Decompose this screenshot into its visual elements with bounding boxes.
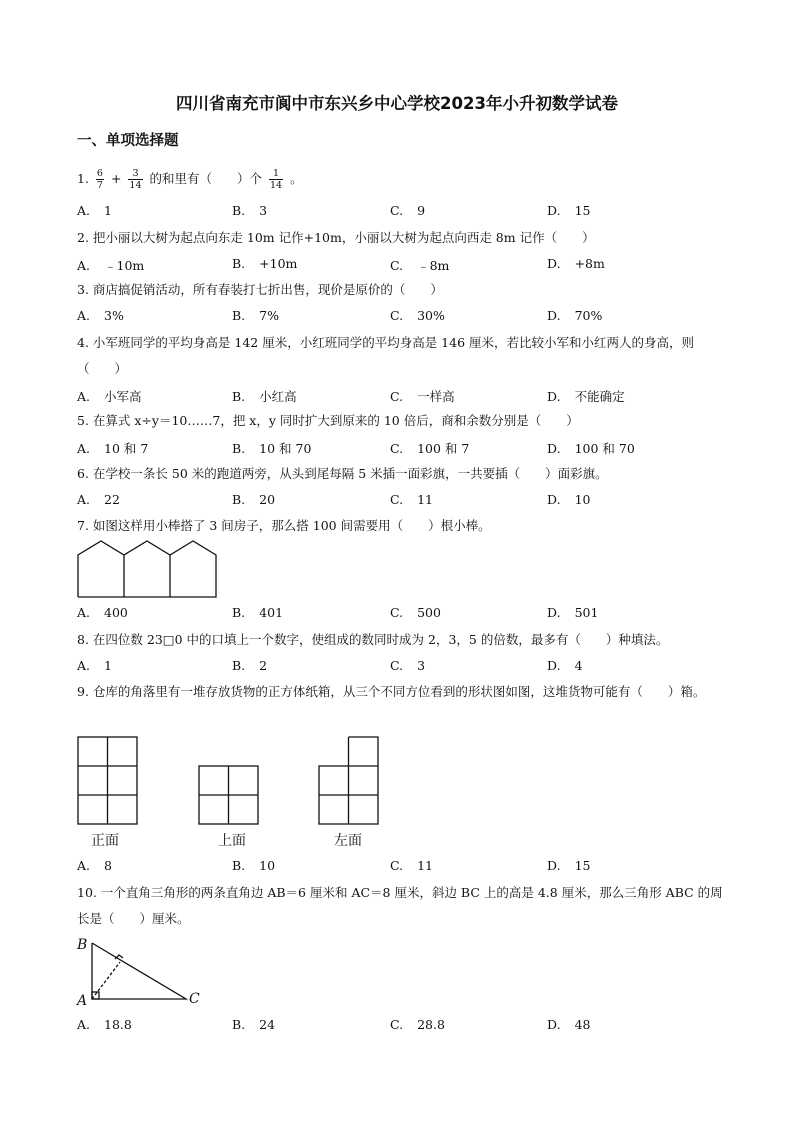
top-view-grid xyxy=(198,765,260,826)
option-letter: D. xyxy=(547,441,561,456)
option-letter: C. xyxy=(390,389,404,404)
options-q8 xyxy=(77,658,727,678)
options-q5 xyxy=(77,439,727,459)
question-10: 10. 一个直角三角形的两条直角边 AB＝6 厘米和 AC＝8 厘米，斜边 BC 上的高是 4.8 厘米，那么三角形 ABC 的周长是（ ）厘米。 xyxy=(77,885,723,926)
option-letter: B. xyxy=(232,389,246,404)
option-text: +10m xyxy=(259,256,298,271)
option-text: ﹣8m xyxy=(417,258,450,273)
option-text: 1 xyxy=(104,658,112,673)
option-c xyxy=(390,256,449,274)
option-letter: A. xyxy=(77,605,91,620)
options-q6 xyxy=(77,492,727,512)
option-letter: B. xyxy=(232,858,246,873)
option-letter: B. xyxy=(232,308,246,323)
option-letter: B. xyxy=(232,605,246,620)
option-letter: A. xyxy=(77,858,91,873)
exam-title: 四川省南充市阆中市东兴乡中心学校2023年小升初数学试卷 xyxy=(176,94,618,113)
front-view-figure xyxy=(77,736,139,826)
label-C: C xyxy=(189,991,200,1007)
option-letter: B. xyxy=(232,203,246,218)
option-text: 一样高 xyxy=(417,389,455,404)
option-d xyxy=(547,1017,590,1032)
option-letter: D. xyxy=(547,658,561,673)
label-B: B xyxy=(77,937,88,953)
option-letter: C. xyxy=(390,203,404,218)
option-d xyxy=(547,256,605,271)
option-c xyxy=(390,1017,445,1032)
option-letter: D. xyxy=(547,605,561,620)
option-b xyxy=(232,439,311,457)
option-text: 400 xyxy=(104,605,128,620)
option-d xyxy=(547,387,625,405)
option-letter: B. xyxy=(232,256,246,271)
view-caption-top: 上面 xyxy=(218,833,246,849)
option-a xyxy=(77,858,112,873)
option-letter: D. xyxy=(547,203,561,218)
option-letter: A. xyxy=(77,1017,91,1032)
option-text: +8m xyxy=(574,256,605,271)
option-letter: A. xyxy=(77,389,91,404)
left-view-figure xyxy=(318,736,380,826)
question-2: 2. 把小丽以大树为起点向东走 10m 记作+10m，小丽以大树为起点向西走 8m 记作（ ） xyxy=(77,230,595,245)
option-letter: A. xyxy=(77,658,91,673)
option-letter: C. xyxy=(390,258,404,273)
option-b xyxy=(232,203,267,218)
option-text: 小军高 xyxy=(104,389,142,404)
fraction-6-7: $\frac{6}{7}$ xyxy=(96,168,103,191)
option-text: 小红高 xyxy=(259,389,297,404)
fraction-3-14: $\frac{3}{14}$ xyxy=(129,168,142,191)
top-view-figure xyxy=(198,765,260,826)
option-text: 2 xyxy=(259,658,268,673)
option-c xyxy=(390,203,425,218)
option-b xyxy=(232,858,275,873)
option-text: 3 xyxy=(259,203,268,218)
option-a xyxy=(77,658,112,673)
option-text: 15 xyxy=(574,858,591,873)
option-text: 10 xyxy=(574,492,591,507)
right-triangle-diagram xyxy=(74,935,209,1010)
option-letter: A. xyxy=(77,258,91,273)
option-text: 11 xyxy=(417,858,433,873)
option-letter: B. xyxy=(232,658,246,673)
fraction-1-14: $\frac{1}{14}$ xyxy=(270,168,283,191)
view-caption-front: 正面 xyxy=(91,833,119,849)
option-text: 11 xyxy=(417,492,433,507)
option-letter: C. xyxy=(390,308,404,323)
option-b xyxy=(232,1017,275,1032)
option-c xyxy=(390,858,433,873)
option-d xyxy=(547,203,590,218)
option-text: 501 xyxy=(574,605,599,620)
option-letter: C. xyxy=(390,605,404,620)
option-letter: A. xyxy=(77,308,91,323)
option-b xyxy=(232,492,275,507)
question-3: 3. 商店搞促销活动，所有春装打七折出售，现价是原价的（ ） xyxy=(77,282,443,297)
option-text: 100 和 70 xyxy=(574,441,635,456)
option-d xyxy=(547,605,598,620)
option-letter: A. xyxy=(77,492,91,507)
option-text: 48 xyxy=(574,1017,591,1032)
options-q7 xyxy=(77,605,727,625)
option-text: 10 和 70 xyxy=(259,441,312,456)
option-letter: D. xyxy=(547,256,561,271)
triangle-figure xyxy=(74,935,209,1010)
question-4: 4. 小军班同学的平均身高是 142 厘米，小红班同学的平均身高是 146 厘米，若比较小军和小红两人的身高，则（ ） xyxy=(77,335,695,376)
option-a xyxy=(77,203,112,218)
left-view-grid xyxy=(318,736,380,826)
option-text: 4 xyxy=(574,658,583,673)
option-letter: D. xyxy=(547,389,561,404)
option-d xyxy=(547,308,602,323)
option-d xyxy=(547,492,590,507)
question-1: 1. $\frac{6}{7}$ + $\frac{3}{14}$ 的和里有（ ）个 $\frac{1}{14}$ 。 xyxy=(77,168,303,191)
option-c xyxy=(390,658,425,673)
option-d xyxy=(547,858,590,873)
option-d xyxy=(547,658,583,673)
option-text: 10 和 7 xyxy=(104,441,149,456)
option-a xyxy=(77,387,142,405)
option-letter: C. xyxy=(390,492,404,507)
option-text: 20 xyxy=(259,492,276,507)
question-8: 8. 在四位数 23□0 中的口填上一个数字，使组成的数同时成为 2，3，5 的倍数，最多有（ ）种填法。 xyxy=(77,632,669,647)
option-text: 15 xyxy=(574,203,591,218)
option-letter: C. xyxy=(390,441,404,456)
option-letter: A. xyxy=(77,203,91,218)
option-text: 500 xyxy=(417,605,441,620)
option-c xyxy=(390,439,469,457)
option-text: 22 xyxy=(104,492,120,507)
option-text: 24 xyxy=(259,1017,276,1032)
option-text: 1 xyxy=(104,203,112,218)
option-letter: D. xyxy=(547,492,561,507)
question-9: 9. 仓库的角落里有一堆存放货物的正方体纸箱，从三个不同方位看到的形状图如图，这堆货物可能有（ ）箱。 xyxy=(77,684,706,699)
option-b xyxy=(232,605,283,620)
option-letter: B. xyxy=(232,492,246,507)
option-letter: D. xyxy=(547,308,561,323)
label-A: A xyxy=(77,993,88,1009)
option-a xyxy=(77,308,124,323)
option-text: 401 xyxy=(259,605,284,620)
option-a xyxy=(77,492,120,507)
option-letter: A. xyxy=(77,441,91,456)
option-text: 30% xyxy=(417,308,445,323)
option-a xyxy=(77,1017,132,1032)
option-letter: C. xyxy=(390,658,404,673)
option-d xyxy=(547,439,635,457)
option-c xyxy=(390,387,455,405)
option-b xyxy=(232,308,279,323)
option-text: 不能确定 xyxy=(574,389,625,404)
options-q3 xyxy=(77,308,727,328)
front-view-grid xyxy=(77,736,139,826)
option-a xyxy=(77,256,144,274)
options-q4 xyxy=(77,387,727,407)
options-q1 xyxy=(77,203,727,223)
option-c xyxy=(390,308,445,323)
option-letter: C. xyxy=(390,1017,404,1032)
three-houses-diagram xyxy=(77,539,219,599)
option-text: 18.8 xyxy=(104,1017,132,1032)
question-5: 5. 在算式 x÷y＝10……7，把 x，y 同时扩大到原来的 10 倍后，商和余数分别是（ ） xyxy=(77,413,579,428)
option-letter: B. xyxy=(232,441,246,456)
options-q2 xyxy=(77,256,727,276)
option-text: 3 xyxy=(417,658,426,673)
option-letter: C. xyxy=(390,858,404,873)
option-c xyxy=(390,605,441,620)
view-caption-left: 左面 xyxy=(334,833,362,849)
option-text: 3% xyxy=(104,308,124,323)
option-b xyxy=(232,658,267,673)
option-b xyxy=(232,387,297,405)
option-c xyxy=(390,492,433,507)
option-b xyxy=(232,256,297,271)
option-text: 9 xyxy=(417,203,426,218)
option-a xyxy=(77,439,148,457)
option-text: 28.8 xyxy=(417,1017,445,1032)
question-7: 7. 如图这样用小棒搭了 3 间房子，那么搭 100 间需要用（ ）根小棒。 xyxy=(77,518,491,533)
question-6: 6. 在学校一条长 50 米的跑道两旁，从头到尾每隔 5 米插一面彩旗，一共要插（ ）面彩旗。 xyxy=(77,466,608,481)
options-q9 xyxy=(77,858,727,878)
option-text: 10 xyxy=(259,858,276,873)
option-letter: B. xyxy=(232,1017,246,1032)
option-text: ﹣10m xyxy=(104,258,145,273)
options-q10 xyxy=(77,1017,727,1037)
option-text: 70% xyxy=(574,308,603,323)
option-letter: D. xyxy=(547,1017,561,1032)
option-text: 100 和 7 xyxy=(417,441,470,456)
option-letter: D. xyxy=(547,858,561,873)
option-text: 7% xyxy=(259,308,280,323)
option-a xyxy=(77,605,128,620)
option-text: 8 xyxy=(104,858,112,873)
houses-figure xyxy=(77,539,219,599)
section-heading: 一、单项选择题 xyxy=(77,133,179,149)
